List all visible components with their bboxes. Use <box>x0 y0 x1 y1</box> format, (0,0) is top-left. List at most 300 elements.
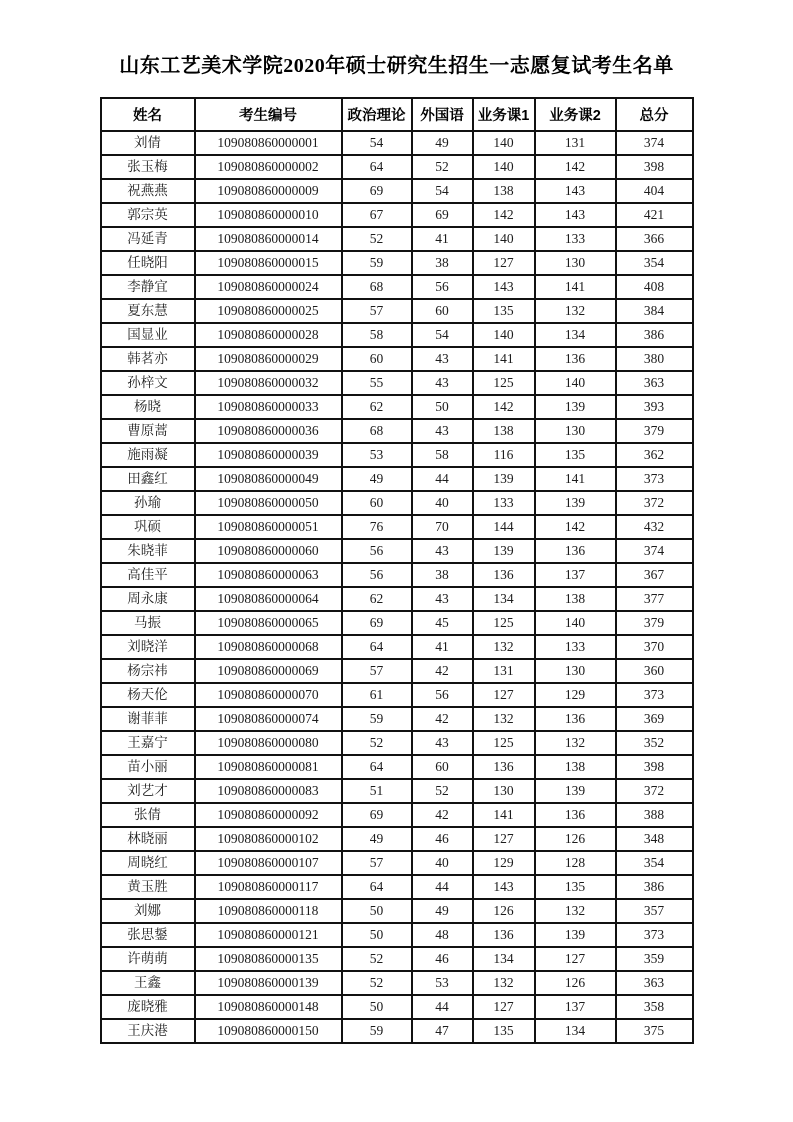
cell-foreign-language-score: 41 <box>412 635 473 659</box>
cell-politics-score: 49 <box>342 467 412 491</box>
table-row <box>101 707 693 731</box>
cell-course1-score: 130 <box>473 779 535 803</box>
cell-course1-score: 127 <box>473 683 535 707</box>
cell-course1-score: 136 <box>473 923 535 947</box>
cell-foreign-language-score: 44 <box>412 467 473 491</box>
cell-total-score: 348 <box>616 827 693 851</box>
table-row <box>101 659 693 683</box>
cell-politics-score: 50 <box>342 899 412 923</box>
table-row <box>101 947 693 971</box>
cell-name: 王鑫 <box>101 971 195 995</box>
cell-politics-score: 56 <box>342 563 412 587</box>
cell-course1-score: 125 <box>473 611 535 635</box>
cell-total-score: 352 <box>616 731 693 755</box>
cell-foreign-language-score: 46 <box>412 827 473 851</box>
cell-name: 杨宗祎 <box>101 659 195 683</box>
cell-total-score: 408 <box>616 275 693 299</box>
cell-candidate-number: 109080860000024 <box>195 275 342 299</box>
cell-name: 杨天伦 <box>101 683 195 707</box>
table-row <box>101 419 693 443</box>
table-row <box>101 923 693 947</box>
cell-course2-score: 132 <box>535 899 616 923</box>
cell-candidate-number: 109080860000049 <box>195 467 342 491</box>
cell-course2-score: 130 <box>535 659 616 683</box>
cell-course2-score: 136 <box>535 803 616 827</box>
cell-name: 曹原蒿 <box>101 419 195 443</box>
cell-foreign-language-score: 38 <box>412 563 473 587</box>
table-row <box>101 803 693 827</box>
cell-foreign-language-score: 58 <box>412 443 473 467</box>
cell-foreign-language-score: 49 <box>412 131 473 155</box>
cell-course1-score: 125 <box>473 731 535 755</box>
header-row <box>101 98 693 131</box>
cell-total-score: 379 <box>616 419 693 443</box>
cell-candidate-number: 109080860000117 <box>195 875 342 899</box>
table-row <box>101 563 693 587</box>
cell-foreign-language-score: 53 <box>412 971 473 995</box>
cell-politics-score: 62 <box>342 587 412 611</box>
cell-politics-score: 60 <box>342 347 412 371</box>
cell-course1-score: 141 <box>473 803 535 827</box>
cell-course2-score: 127 <box>535 947 616 971</box>
cell-name: 祝燕燕 <box>101 179 195 203</box>
cell-name: 周晓红 <box>101 851 195 875</box>
cell-name: 张倩 <box>101 803 195 827</box>
cell-name: 黄玉胜 <box>101 875 195 899</box>
cell-total-score: 398 <box>616 755 693 779</box>
column-header-total-score: 总分 <box>616 98 693 131</box>
cell-politics-score: 69 <box>342 611 412 635</box>
cell-course2-score: 141 <box>535 467 616 491</box>
candidate-score-table <box>100 97 694 1044</box>
cell-politics-score: 64 <box>342 155 412 179</box>
cell-politics-score: 58 <box>342 323 412 347</box>
cell-candidate-number: 109080860000081 <box>195 755 342 779</box>
cell-name: 杨晓 <box>101 395 195 419</box>
table-row <box>101 755 693 779</box>
cell-total-score: 363 <box>616 371 693 395</box>
cell-foreign-language-score: 60 <box>412 755 473 779</box>
cell-name: 李静宜 <box>101 275 195 299</box>
cell-foreign-language-score: 52 <box>412 779 473 803</box>
page-title: 山东工艺美术学院2020年硕士研究生招生一志愿复试考生名单 <box>119 55 674 77</box>
cell-course2-score: 136 <box>535 707 616 731</box>
cell-politics-score: 53 <box>342 443 412 467</box>
cell-course2-score: 139 <box>535 491 616 515</box>
table-row <box>101 827 693 851</box>
cell-candidate-number: 109080860000139 <box>195 971 342 995</box>
cell-politics-score: 69 <box>342 803 412 827</box>
cell-name: 周永康 <box>101 587 195 611</box>
cell-candidate-number: 109080860000014 <box>195 227 342 251</box>
cell-candidate-number: 109080860000068 <box>195 635 342 659</box>
cell-name: 王嘉宁 <box>101 731 195 755</box>
cell-course1-score: 125 <box>473 371 535 395</box>
cell-course2-score: 136 <box>535 347 616 371</box>
cell-candidate-number: 109080860000121 <box>195 923 342 947</box>
cell-politics-score: 52 <box>342 731 412 755</box>
table-row <box>101 467 693 491</box>
cell-course2-score: 134 <box>535 1019 616 1043</box>
cell-total-score: 404 <box>616 179 693 203</box>
table-row <box>101 515 693 539</box>
cell-course2-score: 139 <box>535 923 616 947</box>
cell-name: 谢菲菲 <box>101 707 195 731</box>
table-row <box>101 371 693 395</box>
cell-candidate-number: 109080860000060 <box>195 539 342 563</box>
cell-total-score: 358 <box>616 995 693 1019</box>
cell-total-score: 432 <box>616 515 693 539</box>
cell-name: 田鑫红 <box>101 467 195 491</box>
cell-course1-score: 135 <box>473 299 535 323</box>
cell-foreign-language-score: 40 <box>412 491 473 515</box>
table-row <box>101 395 693 419</box>
cell-course1-score: 142 <box>473 395 535 419</box>
cell-course2-score: 139 <box>535 779 616 803</box>
cell-politics-score: 64 <box>342 635 412 659</box>
cell-total-score: 386 <box>616 323 693 347</box>
cell-course2-score: 143 <box>535 179 616 203</box>
cell-course2-score: 142 <box>535 155 616 179</box>
cell-name: 国显业 <box>101 323 195 347</box>
cell-candidate-number: 109080860000064 <box>195 587 342 611</box>
cell-name: 郭宗英 <box>101 203 195 227</box>
table-row <box>101 683 693 707</box>
cell-course1-score: 143 <box>473 875 535 899</box>
cell-course2-score: 128 <box>535 851 616 875</box>
cell-course1-score: 127 <box>473 827 535 851</box>
cell-candidate-number: 109080860000092 <box>195 803 342 827</box>
cell-total-score: 380 <box>616 347 693 371</box>
cell-candidate-number: 109080860000063 <box>195 563 342 587</box>
cell-candidate-number: 109080860000080 <box>195 731 342 755</box>
cell-name: 冯延青 <box>101 227 195 251</box>
cell-course2-score: 135 <box>535 443 616 467</box>
table-row <box>101 851 693 875</box>
cell-candidate-number: 109080860000033 <box>195 395 342 419</box>
cell-total-score: 384 <box>616 299 693 323</box>
cell-candidate-number: 109080860000025 <box>195 299 342 323</box>
table-row <box>101 611 693 635</box>
cell-total-score: 374 <box>616 539 693 563</box>
table-row <box>101 539 693 563</box>
table-row <box>101 1019 693 1043</box>
cell-course2-score: 140 <box>535 371 616 395</box>
cell-politics-score: 64 <box>342 755 412 779</box>
cell-candidate-number: 109080860000102 <box>195 827 342 851</box>
cell-course2-score: 138 <box>535 587 616 611</box>
cell-total-score: 372 <box>616 779 693 803</box>
cell-course1-score: 131 <box>473 659 535 683</box>
cell-name: 孙瑜 <box>101 491 195 515</box>
cell-foreign-language-score: 45 <box>412 611 473 635</box>
cell-politics-score: 51 <box>342 779 412 803</box>
cell-course2-score: 131 <box>535 131 616 155</box>
cell-foreign-language-score: 38 <box>412 251 473 275</box>
cell-course2-score: 133 <box>535 227 616 251</box>
cell-politics-score: 50 <box>342 995 412 1019</box>
table-row <box>101 347 693 371</box>
cell-candidate-number: 109080860000135 <box>195 947 342 971</box>
cell-foreign-language-score: 44 <box>412 875 473 899</box>
cell-foreign-language-score: 43 <box>412 419 473 443</box>
cell-foreign-language-score: 47 <box>412 1019 473 1043</box>
cell-foreign-language-score: 42 <box>412 659 473 683</box>
cell-politics-score: 69 <box>342 179 412 203</box>
cell-politics-score: 68 <box>342 419 412 443</box>
cell-course2-score: 136 <box>535 539 616 563</box>
cell-course1-score: 138 <box>473 179 535 203</box>
cell-course2-score: 132 <box>535 731 616 755</box>
cell-politics-score: 59 <box>342 707 412 731</box>
cell-course1-score: 135 <box>473 1019 535 1043</box>
cell-course2-score: 132 <box>535 299 616 323</box>
cell-total-score: 370 <box>616 635 693 659</box>
cell-politics-score: 67 <box>342 203 412 227</box>
cell-course1-score: 134 <box>473 587 535 611</box>
cell-total-score: 377 <box>616 587 693 611</box>
cell-foreign-language-score: 49 <box>412 899 473 923</box>
cell-course1-score: 140 <box>473 323 535 347</box>
cell-total-score: 398 <box>616 155 693 179</box>
cell-politics-score: 57 <box>342 299 412 323</box>
cell-foreign-language-score: 44 <box>412 995 473 1019</box>
cell-politics-score: 57 <box>342 851 412 875</box>
cell-foreign-language-score: 52 <box>412 155 473 179</box>
cell-course1-score: 139 <box>473 539 535 563</box>
cell-name: 张思鋬 <box>101 923 195 947</box>
cell-candidate-number: 109080860000074 <box>195 707 342 731</box>
cell-name: 朱晓菲 <box>101 539 195 563</box>
cell-candidate-number: 109080860000070 <box>195 683 342 707</box>
cell-foreign-language-score: 43 <box>412 587 473 611</box>
table-row <box>101 779 693 803</box>
cell-course1-score: 126 <box>473 899 535 923</box>
cell-politics-score: 60 <box>342 491 412 515</box>
cell-total-score: 354 <box>616 851 693 875</box>
cell-foreign-language-score: 42 <box>412 707 473 731</box>
cell-course1-score: 142 <box>473 203 535 227</box>
cell-name: 庞晓雅 <box>101 995 195 1019</box>
cell-total-score: 373 <box>616 683 693 707</box>
cell-foreign-language-score: 48 <box>412 923 473 947</box>
cell-total-score: 386 <box>616 875 693 899</box>
cell-course1-score: 138 <box>473 419 535 443</box>
cell-total-score: 362 <box>616 443 693 467</box>
cell-politics-score: 55 <box>342 371 412 395</box>
cell-course2-score: 130 <box>535 251 616 275</box>
cell-name: 刘晓洋 <box>101 635 195 659</box>
cell-course1-score: 136 <box>473 755 535 779</box>
cell-course1-score: 139 <box>473 467 535 491</box>
cell-total-score: 363 <box>616 971 693 995</box>
cell-candidate-number: 109080860000015 <box>195 251 342 275</box>
column-header-course1-score: 业务课1 <box>473 98 535 131</box>
cell-course2-score: 135 <box>535 875 616 899</box>
table-row <box>101 995 693 1019</box>
cell-total-score: 372 <box>616 491 693 515</box>
cell-politics-score: 57 <box>342 659 412 683</box>
cell-name: 巩硕 <box>101 515 195 539</box>
cell-course2-score: 137 <box>535 995 616 1019</box>
table-row <box>101 635 693 659</box>
cell-foreign-language-score: 60 <box>412 299 473 323</box>
cell-candidate-number: 109080860000029 <box>195 347 342 371</box>
cell-candidate-number: 109080860000009 <box>195 179 342 203</box>
cell-total-score: 360 <box>616 659 693 683</box>
cell-course1-score: 116 <box>473 443 535 467</box>
cell-foreign-language-score: 69 <box>412 203 473 227</box>
table-row <box>101 203 693 227</box>
cell-foreign-language-score: 43 <box>412 731 473 755</box>
column-header-candidate-number: 考生编号 <box>195 98 342 131</box>
cell-course2-score: 133 <box>535 635 616 659</box>
cell-total-score: 366 <box>616 227 693 251</box>
cell-candidate-number: 109080860000032 <box>195 371 342 395</box>
cell-politics-score: 49 <box>342 827 412 851</box>
cell-politics-score: 64 <box>342 875 412 899</box>
cell-course2-score: 126 <box>535 827 616 851</box>
cell-course1-score: 140 <box>473 155 535 179</box>
cell-name: 韩茗亦 <box>101 347 195 371</box>
cell-total-score: 354 <box>616 251 693 275</box>
cell-total-score: 367 <box>616 563 693 587</box>
column-header-course2-score: 业务课2 <box>535 98 616 131</box>
cell-total-score: 373 <box>616 467 693 491</box>
table-row <box>101 275 693 299</box>
table-body <box>101 131 693 1043</box>
cell-course1-score: 132 <box>473 971 535 995</box>
cell-course2-score: 130 <box>535 419 616 443</box>
cell-name: 施雨凝 <box>101 443 195 467</box>
cell-name: 马振 <box>101 611 195 635</box>
cell-course2-score: 129 <box>535 683 616 707</box>
cell-foreign-language-score: 70 <box>412 515 473 539</box>
cell-course2-score: 139 <box>535 395 616 419</box>
table-row <box>101 731 693 755</box>
cell-foreign-language-score: 46 <box>412 947 473 971</box>
cell-course1-score: 127 <box>473 251 535 275</box>
cell-foreign-language-score: 50 <box>412 395 473 419</box>
cell-name: 刘艺才 <box>101 779 195 803</box>
cell-candidate-number: 109080860000010 <box>195 203 342 227</box>
cell-politics-score: 52 <box>342 947 412 971</box>
cell-candidate-number: 109080860000028 <box>195 323 342 347</box>
cell-course1-score: 134 <box>473 947 535 971</box>
cell-course1-score: 133 <box>473 491 535 515</box>
cell-candidate-number: 109080860000051 <box>195 515 342 539</box>
cell-politics-score: 54 <box>342 131 412 155</box>
cell-politics-score: 61 <box>342 683 412 707</box>
cell-foreign-language-score: 54 <box>412 179 473 203</box>
cell-politics-score: 76 <box>342 515 412 539</box>
cell-candidate-number: 109080860000083 <box>195 779 342 803</box>
table-row <box>101 323 693 347</box>
cell-candidate-number: 109080860000001 <box>195 131 342 155</box>
cell-total-score: 379 <box>616 611 693 635</box>
cell-politics-score: 50 <box>342 923 412 947</box>
cell-course1-score: 143 <box>473 275 535 299</box>
cell-total-score: 388 <box>616 803 693 827</box>
cell-politics-score: 62 <box>342 395 412 419</box>
cell-course1-score: 136 <box>473 563 535 587</box>
cell-course1-score: 140 <box>473 131 535 155</box>
cell-course1-score: 141 <box>473 347 535 371</box>
cell-politics-score: 59 <box>342 1019 412 1043</box>
cell-course1-score: 127 <box>473 995 535 1019</box>
cell-politics-score: 52 <box>342 227 412 251</box>
cell-total-score: 393 <box>616 395 693 419</box>
cell-course2-score: 140 <box>535 611 616 635</box>
cell-total-score: 375 <box>616 1019 693 1043</box>
cell-candidate-number: 109080860000118 <box>195 899 342 923</box>
cell-foreign-language-score: 43 <box>412 371 473 395</box>
cell-foreign-language-score: 40 <box>412 851 473 875</box>
cell-total-score: 421 <box>616 203 693 227</box>
cell-course1-score: 144 <box>473 515 535 539</box>
table-row <box>101 131 693 155</box>
cell-candidate-number: 109080860000036 <box>195 419 342 443</box>
cell-course1-score: 129 <box>473 851 535 875</box>
cell-name: 王庆港 <box>101 1019 195 1043</box>
cell-course1-score: 132 <box>473 707 535 731</box>
cell-candidate-number: 109080860000065 <box>195 611 342 635</box>
cell-total-score: 357 <box>616 899 693 923</box>
cell-candidate-number: 109080860000150 <box>195 1019 342 1043</box>
cell-candidate-number: 109080860000039 <box>195 443 342 467</box>
table-row <box>101 875 693 899</box>
table-row <box>101 899 693 923</box>
table-row <box>101 155 693 179</box>
table-row <box>101 587 693 611</box>
cell-name: 刘倩 <box>101 131 195 155</box>
cell-total-score: 373 <box>616 923 693 947</box>
cell-course2-score: 137 <box>535 563 616 587</box>
table-row <box>101 443 693 467</box>
cell-foreign-language-score: 43 <box>412 347 473 371</box>
cell-name: 孙梓文 <box>101 371 195 395</box>
cell-course2-score: 134 <box>535 323 616 347</box>
cell-candidate-number: 109080860000069 <box>195 659 342 683</box>
cell-politics-score: 68 <box>342 275 412 299</box>
cell-politics-score: 59 <box>342 251 412 275</box>
cell-candidate-number: 109080860000148 <box>195 995 342 1019</box>
cell-foreign-language-score: 43 <box>412 539 473 563</box>
cell-foreign-language-score: 41 <box>412 227 473 251</box>
cell-politics-score: 52 <box>342 971 412 995</box>
cell-foreign-language-score: 42 <box>412 803 473 827</box>
column-header-politics-score: 政治理论 <box>342 98 412 131</box>
table-row <box>101 227 693 251</box>
cell-name: 林晓丽 <box>101 827 195 851</box>
cell-course2-score: 126 <box>535 971 616 995</box>
cell-course1-score: 140 <box>473 227 535 251</box>
table-row <box>101 491 693 515</box>
table-row <box>101 251 693 275</box>
cell-name: 高佳平 <box>101 563 195 587</box>
cell-course1-score: 132 <box>473 635 535 659</box>
cell-candidate-number: 109080860000107 <box>195 851 342 875</box>
cell-total-score: 369 <box>616 707 693 731</box>
cell-name: 刘娜 <box>101 899 195 923</box>
cell-name: 张玉梅 <box>101 155 195 179</box>
cell-course2-score: 141 <box>535 275 616 299</box>
cell-name: 任晓阳 <box>101 251 195 275</box>
cell-politics-score: 56 <box>342 539 412 563</box>
column-header-name: 姓名 <box>101 98 195 131</box>
cell-course2-score: 143 <box>535 203 616 227</box>
cell-name: 夏东慧 <box>101 299 195 323</box>
